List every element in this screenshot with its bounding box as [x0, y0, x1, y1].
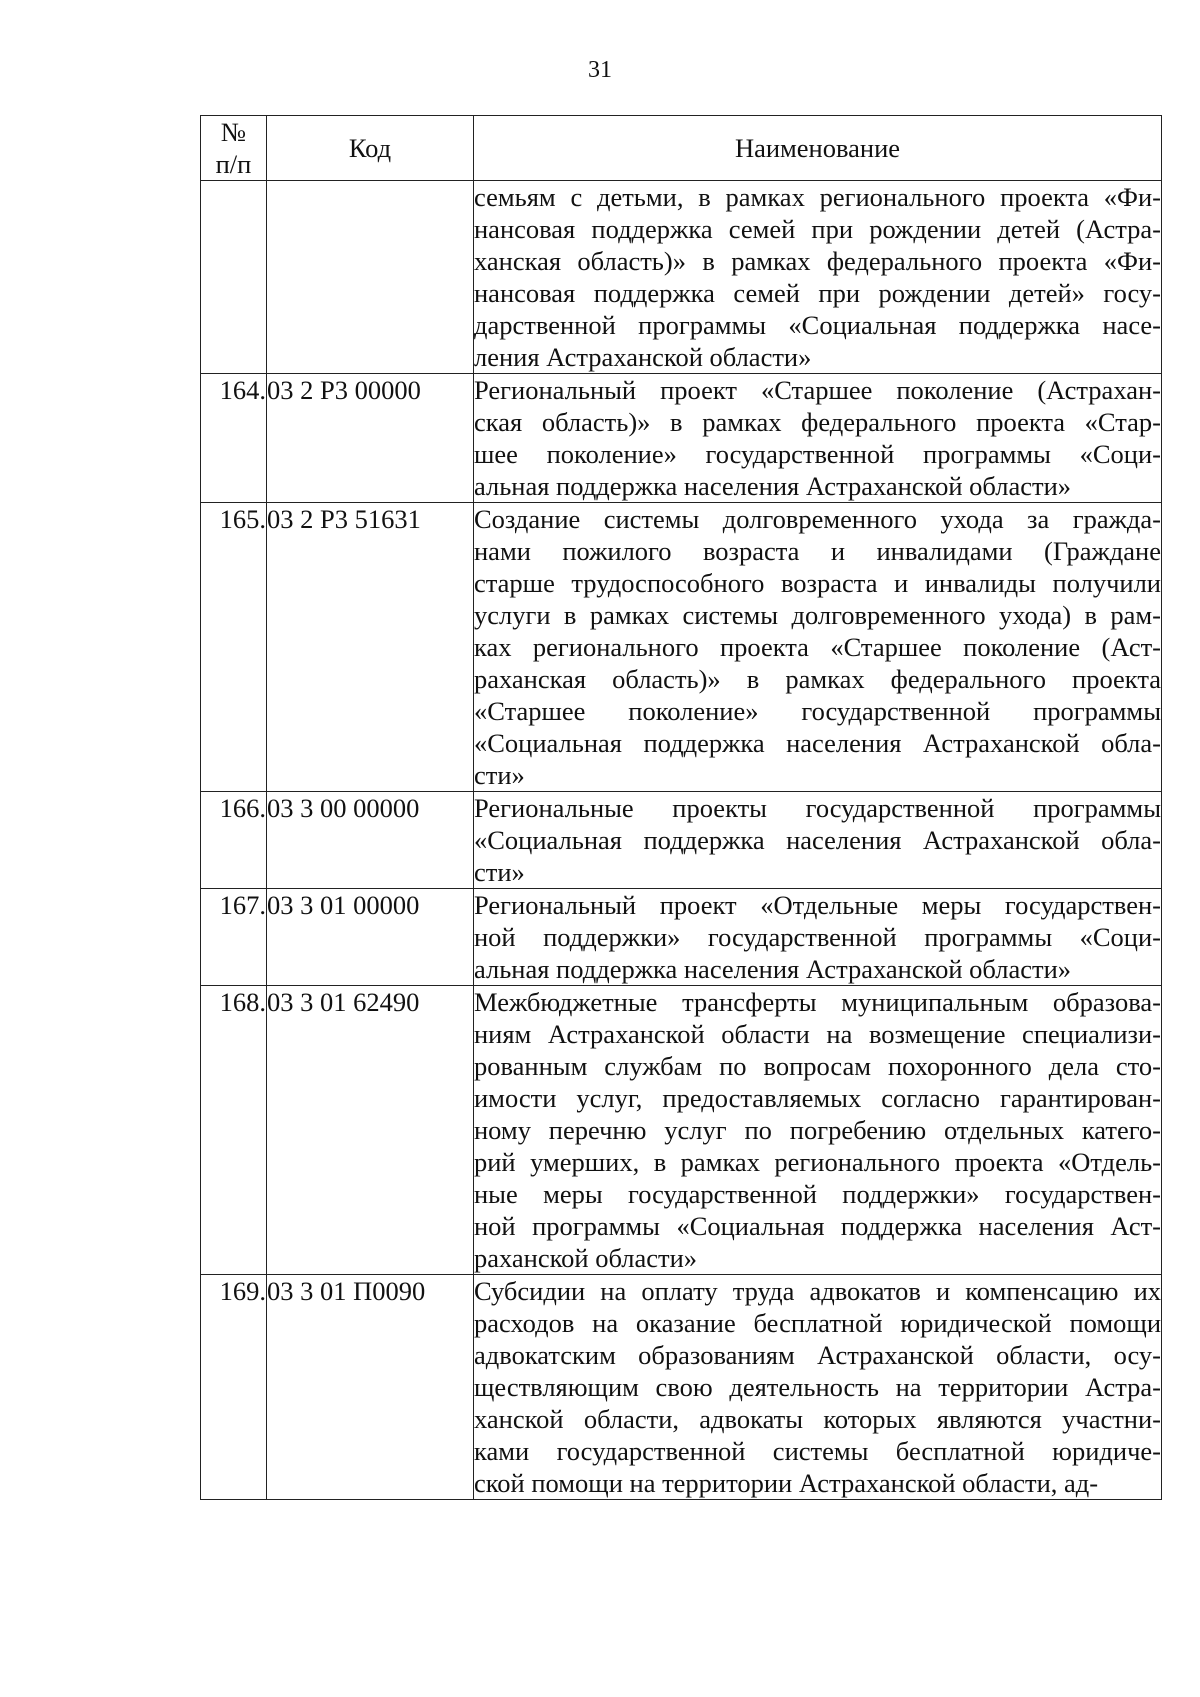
- row-number: 167.: [201, 889, 267, 986]
- table-row: [201, 374, 1162, 503]
- header-number: [201, 116, 267, 181]
- row-name-line: Региональные проекты государственной программы: [474, 793, 1161, 823]
- table-header-row: [201, 116, 1162, 181]
- row-name-line: ные меры государственной поддержки» государствен-: [474, 1179, 1161, 1209]
- row-name-line: сти»: [474, 760, 525, 790]
- row-name-line: имости услуг, предоставляемых согласно гарантирован-: [474, 1083, 1161, 1113]
- row-name-line: ками государственной системы бесплатной юридиче-: [474, 1436, 1161, 1466]
- row-name-line: Региональный проект «Старшее поколение (Астрахан-: [474, 375, 1161, 405]
- row-name-line: старше трудоспособного возраста и инвалиды получили: [474, 568, 1161, 598]
- row-code: [267, 181, 474, 374]
- row-name-line: раханской области»: [474, 1243, 698, 1273]
- row-name-line: расходов на оказание бесплатной юридической помощи: [474, 1308, 1161, 1338]
- row-number: 169.: [201, 1275, 267, 1500]
- row-name-line: нансовая поддержка семей при рождении детей» госу-: [474, 278, 1161, 308]
- row-number: 168.: [201, 986, 267, 1275]
- row-name-line: ной поддержки» государственной программы «Соци-: [474, 922, 1161, 952]
- row-name-line: нами пожилого возраста и инвалидами (Граждане: [474, 536, 1161, 566]
- header-code: Код: [267, 116, 474, 181]
- row-name: [474, 889, 1162, 986]
- row-name-line: ская область)» в рамках федерального проекта «Стар-: [474, 407, 1161, 437]
- row-code: 03 3 01 00000: [267, 889, 474, 986]
- row-name-line: «Старшее поколение» государственной программы: [474, 696, 1161, 726]
- row-name-line: Региональный проект «Отдельные меры государствен-: [474, 890, 1161, 920]
- row-name-line: альная поддержка населения Астраханской области»: [474, 471, 1072, 501]
- row-number: 166.: [201, 792, 267, 889]
- row-name-line: услуги в рамках системы долговременного ухода) в рам-: [474, 600, 1161, 630]
- table-row: [201, 889, 1162, 986]
- row-name-line: ления Астраханской области»: [474, 342, 812, 372]
- row-name-line: адвокатским образованиям Астраханской области, осу-: [474, 1340, 1161, 1370]
- row-name-line: Субсидии на оплату труда адвокатов и компенсацию их: [474, 1276, 1161, 1306]
- table-row: [201, 792, 1162, 889]
- row-number: 164.: [201, 374, 267, 503]
- row-name-line: ному перечню услуг по погребению отдельных катего-: [474, 1115, 1161, 1145]
- table-row: [201, 1275, 1162, 1500]
- row-name-line: шее поколение» государственной программы «Соци-: [474, 439, 1161, 469]
- row-name-line: Межбюджетные трансферты муниципальным образова-: [474, 987, 1161, 1017]
- row-name-line: ханская область)» в рамках федерального проекта «Фи-: [474, 246, 1161, 276]
- row-name-line: «Социальная поддержка населения Астраханской обла-: [474, 728, 1161, 758]
- row-name-line: нансовая поддержка семей при рождении детей (Астра-: [474, 214, 1161, 244]
- row-name-line: рий умерших, в рамках регионального проекта «Отдель-: [474, 1147, 1161, 1177]
- row-code: 03 2 Р3 51631: [267, 503, 474, 792]
- row-name-line: семьям с детьми, в рамках регионального проекта «Фи-: [474, 182, 1161, 212]
- row-name-line: ществляющим свою деятельность на территории Астра-: [474, 1372, 1161, 1402]
- row-name-line: ханской области, адвокаты которых являются участни-: [474, 1404, 1161, 1434]
- row-code: 03 3 01 62490: [267, 986, 474, 1275]
- row-name: [474, 986, 1162, 1275]
- row-name-line: сти»: [474, 857, 525, 887]
- row-name: [474, 181, 1162, 374]
- row-name-line: ниям Астраханской области на возмещение специализи-: [474, 1019, 1161, 1049]
- row-name: [474, 374, 1162, 503]
- row-name-line: раханская область)» в рамках федерального проекта: [474, 664, 1161, 694]
- row-name-line: «Социальная поддержка населения Астраханской обла-: [474, 825, 1161, 855]
- row-number: [201, 181, 267, 374]
- row-name-line: дарственной программы «Социальная поддержка насе-: [474, 310, 1161, 340]
- header-name: Наименование: [474, 116, 1162, 181]
- row-name-line: ной программы «Социальная поддержка населения Аст-: [474, 1211, 1161, 1241]
- classification-table: [200, 115, 1162, 1500]
- table-row: [201, 986, 1162, 1275]
- row-name: [474, 792, 1162, 889]
- table-body: [201, 181, 1162, 1500]
- table-row: [201, 503, 1162, 792]
- row-number: 165.: [201, 503, 267, 792]
- row-code: 03 3 01 П0090: [267, 1275, 474, 1500]
- row-name: [474, 503, 1162, 792]
- row-code: 03 3 00 00000: [267, 792, 474, 889]
- header-number-abbr: п/п: [215, 149, 252, 179]
- row-name-line: ках регионального проекта «Старшее поколение (Аст-: [474, 632, 1161, 662]
- header-number-symbol: №: [220, 117, 247, 147]
- row-code: 03 2 Р3 00000: [267, 374, 474, 503]
- row-name: [474, 1275, 1162, 1500]
- row-name-line: рованным службам по вопросам похоронного дела сто-: [474, 1051, 1161, 1081]
- row-name-line: Создание системы долговременного ухода за гражда-: [474, 504, 1161, 534]
- table-row: [201, 181, 1162, 374]
- row-name-line: ской помощи на территории Астраханской области, ад-: [474, 1468, 1099, 1498]
- page-number: 31: [588, 57, 612, 83]
- row-name-line: альная поддержка населения Астраханской области»: [474, 954, 1072, 984]
